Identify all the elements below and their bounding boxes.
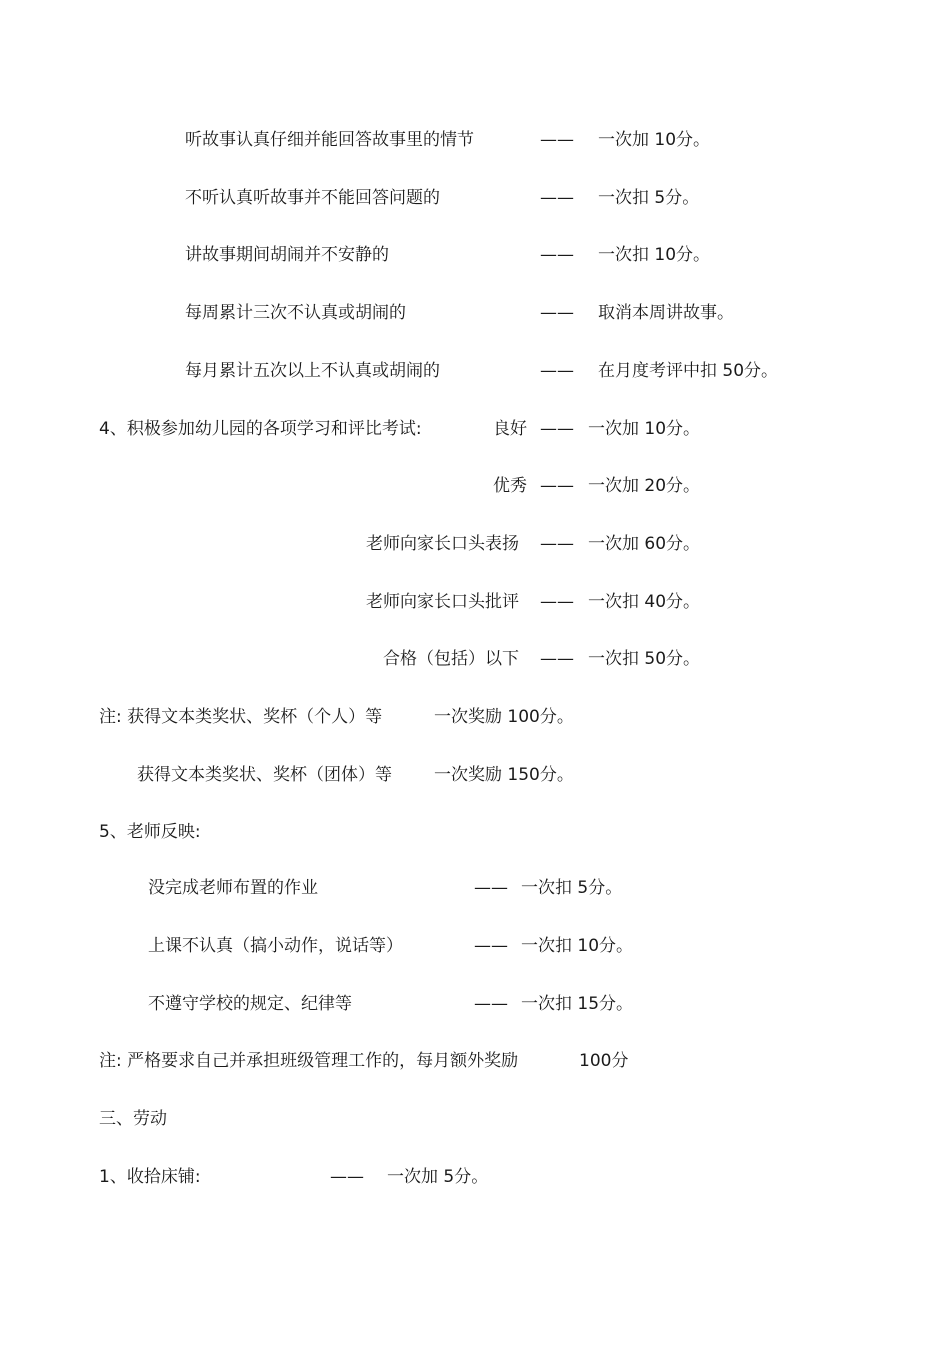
story-item: 每周累计三次不认真或胡闹的 <box>185 303 406 323</box>
dash: —— <box>540 130 574 150</box>
dash: —— <box>540 419 574 439</box>
dash: —— <box>330 1167 364 1187</box>
section-4-heading: 4、积极参加幼儿园的各项学习和评比考试: <box>99 419 422 439</box>
dash: —— <box>540 649 574 669</box>
dash: —— <box>540 534 574 554</box>
dash: —— <box>540 303 574 323</box>
story-result: 在月度考评中扣 50分。 <box>598 361 779 381</box>
story-result: 一次加 10分。 <box>598 130 711 150</box>
section-5-heading: 5、老师反映: <box>99 822 201 842</box>
section-3-heading: 三、劳动 <box>99 1109 167 1129</box>
story-item: 听故事认真仔细并能回答故事里的情节 <box>185 130 474 150</box>
story-item: 不听认真听故事并不能回答问题的 <box>185 188 440 208</box>
dash: —— <box>474 936 508 956</box>
feedback-item: 上课不认真（搞小动作，说话等） <box>148 936 403 956</box>
note-award-team: 获得文本类奖状、奖杯（团体）等 <box>137 765 392 785</box>
dash: —— <box>474 878 508 898</box>
feedback-result: 一次扣 5分。 <box>521 878 623 898</box>
story-result: 一次扣 5分。 <box>598 188 700 208</box>
story-item: 每月累计五次以上不认真或胡闹的 <box>185 361 440 381</box>
bed-result: 一次加 5分。 <box>387 1167 489 1187</box>
dash: —— <box>540 245 574 265</box>
bed-item: 1、收拾床铺: <box>99 1167 201 1187</box>
note-award-team-result: 一次奖励 150分。 <box>434 765 574 785</box>
grade-result: 一次加 20分。 <box>588 476 701 496</box>
dash: —— <box>474 994 508 1014</box>
grade-label: 老师向家长口头批评 <box>366 592 519 612</box>
note-award-individual: 注: 获得文本类奖状、奖杯（个人）等 <box>99 707 383 727</box>
dash: —— <box>540 188 574 208</box>
grade-label: 优秀 <box>493 476 527 496</box>
dash: —— <box>540 361 574 381</box>
note-class-management-value: 100分 <box>579 1051 629 1071</box>
dash: —— <box>540 476 574 496</box>
story-result: 取消本周讲故事。 <box>598 303 734 323</box>
feedback-result: 一次扣 15分。 <box>521 994 634 1014</box>
feedback-result: 一次扣 10分。 <box>521 936 634 956</box>
story-result: 一次扣 10分。 <box>598 245 711 265</box>
feedback-item: 不遵守学校的规定、纪律等 <box>148 994 352 1014</box>
note-class-management: 注: 严格要求自己并承担班级管理工作的，每月额外奖励 <box>99 1051 519 1071</box>
note-award-individual-result: 一次奖励 100分。 <box>434 707 574 727</box>
grade-label: 良好 <box>493 419 527 439</box>
dash: —— <box>540 592 574 612</box>
feedback-item: 没完成老师布置的作业 <box>148 878 318 898</box>
grade-result: 一次加 60分。 <box>588 534 701 554</box>
grade-result: 一次加 10分。 <box>588 419 701 439</box>
grade-result: 一次扣 40分。 <box>588 592 701 612</box>
grade-label: 合格（包括）以下 <box>383 649 519 669</box>
grade-result: 一次扣 50分。 <box>588 649 701 669</box>
story-item: 讲故事期间胡闹并不安静的 <box>185 245 389 265</box>
grade-label: 老师向家长口头表扬 <box>366 534 519 554</box>
